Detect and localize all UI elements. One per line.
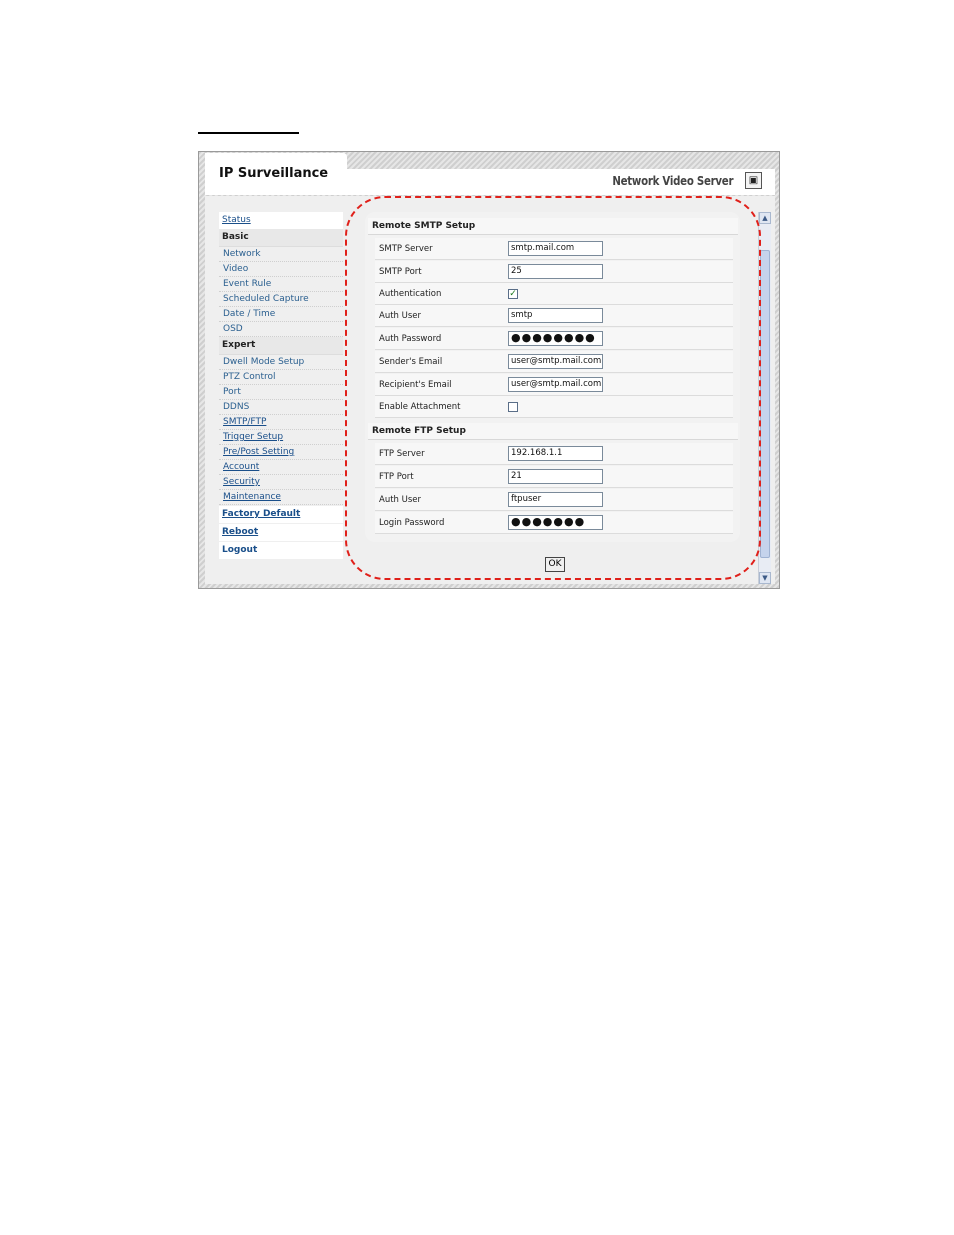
sidebar-item-status[interactable]	[219, 212, 343, 229]
ftp-auth-user-label: Auth User	[379, 495, 421, 505]
title-tab	[205, 153, 347, 193]
camera-icon[interactable]: ▣	[745, 172, 762, 189]
ftp-port-label: FTP Port	[379, 472, 414, 482]
smtp-section-heading: Remote SMTP Setup	[368, 218, 738, 235]
smtp-auth-password-label: Auth Password	[379, 334, 442, 344]
sidebar-item-ddns[interactable]: DDNS	[219, 400, 343, 415]
sidebar-item-date-time[interactable]: Date / Time	[219, 307, 343, 322]
sidebar-item-logout[interactable]: Logout	[219, 542, 343, 559]
ok-button[interactable]: OK	[545, 557, 565, 572]
smtp-port-label: SMTP Port	[379, 267, 422, 277]
scrollbar-thumb[interactable]	[760, 250, 770, 558]
smtp-port-input[interactable]: 25	[508, 264, 603, 279]
smtp-auth-user-label: Auth User	[379, 311, 421, 321]
sidebar-item-trigger-setup[interactable]: Trigger Setup	[219, 430, 343, 445]
sidebar-item-security[interactable]: Security	[219, 475, 343, 490]
sidebar-item-osd[interactable]: OSD	[219, 322, 343, 337]
ftp-login-password-label: Login Password	[379, 518, 445, 528]
red-dashed-highlight	[345, 196, 761, 580]
ftp-section-heading: Remote FTP Setup	[368, 423, 738, 440]
sidebar-item-maintenance[interactable]: Maintenance	[219, 490, 343, 505]
sender-email-label: Sender's Email	[379, 357, 443, 367]
sidebar-item-pre-post-setting[interactable]: Pre/Post Setting	[219, 445, 343, 460]
ftp-auth-user-input[interactable]: ftpuser	[508, 492, 603, 507]
document-underline	[198, 132, 299, 134]
smtp-server-input[interactable]: smtp.mail.com	[508, 241, 603, 256]
sidebar-heading-basic: Basic	[219, 229, 343, 247]
sidebar-heading-expert: Expert	[219, 337, 343, 355]
authentication-label: Authentication	[379, 289, 442, 299]
app-title: IP Surveillance	[219, 166, 329, 181]
sidebar-item-smtp-ftp[interactable]: SMTP/FTP	[219, 415, 343, 430]
brand-name: Network Video Server	[612, 174, 733, 188]
sidebar-item-event-rule[interactable]: Event Rule	[219, 277, 343, 292]
sender-email-input[interactable]: user@smtp.mail.com	[508, 354, 603, 369]
scroll-down-arrow-icon[interactable]: ▼	[759, 572, 771, 584]
ftp-login-password-input[interactable]: ●●●●●●●	[508, 515, 603, 530]
sidebar-item-port[interactable]: Port	[219, 385, 343, 400]
smtp-server-label: SMTP Server	[379, 244, 433, 254]
sidebar-item-label: Status	[222, 215, 251, 225]
sidebar-item-video[interactable]: Video	[219, 262, 343, 277]
recipient-email-input[interactable]: user@smtp.mail.com	[508, 377, 603, 392]
authentication-checkbox[interactable]: ✓	[509, 289, 517, 299]
recipient-email-label: Recipient's Email	[379, 380, 452, 390]
sidebar-item-scheduled-capture[interactable]: Scheduled Capture	[219, 292, 343, 307]
enable-attachment-label: Enable Attachment	[379, 402, 461, 412]
sidebar-item-network[interactable]: Network	[219, 247, 343, 262]
sidebar-item-account[interactable]: Account	[219, 460, 343, 475]
ftp-server-input[interactable]: 192.168.1.1	[508, 446, 603, 461]
sidebar-item-dwell-mode[interactable]: Dwell Mode Setup	[219, 355, 343, 370]
smtp-auth-password-input[interactable]: ●●●●●●●●	[508, 331, 603, 346]
smtp-auth-user-input[interactable]: smtp	[508, 308, 603, 323]
sidebar-item-factory-default[interactable]: Factory Default	[219, 506, 343, 523]
sidebar-item-reboot[interactable]: Reboot	[219, 524, 343, 541]
sidebar	[219, 212, 343, 559]
sidebar-item-ptz-control[interactable]: PTZ Control	[219, 370, 343, 385]
ftp-server-label: FTP Server	[379, 449, 425, 459]
scroll-up-arrow-icon[interactable]: ▲	[759, 212, 771, 224]
ftp-port-input[interactable]: 21	[508, 469, 603, 484]
